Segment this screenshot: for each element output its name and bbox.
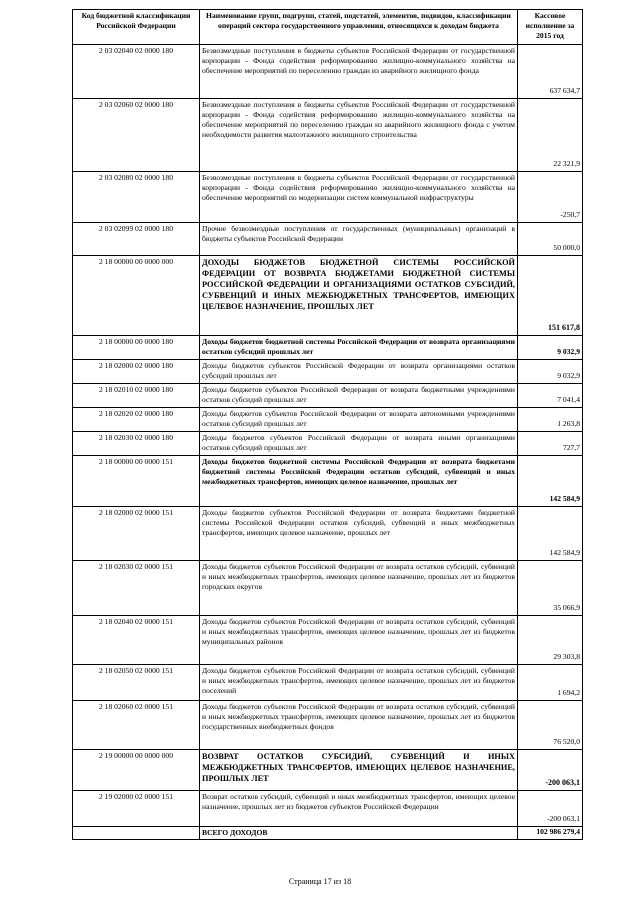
row-code: 2 03 02040 02 0000 180 xyxy=(73,44,200,98)
table-row xyxy=(73,407,583,431)
row-code: 2 03 02060 02 0000 180 xyxy=(73,98,200,171)
table-row xyxy=(73,560,583,615)
row-name: Доходы бюджетов субъектов Российской Федерации от возврата бюджетами бюджетной системы Российской Федерации остатков субсидий, субвенций и иных межбюджетных трансфертов, имеющих целевое назначение, прошлых лет xyxy=(200,506,518,560)
row-amount: 1 263,8 xyxy=(518,407,583,431)
row-code: 2 18 02000 02 0000 180 xyxy=(73,359,200,383)
row-amount: 22 321,9 xyxy=(518,98,583,171)
row-amount: 29 303,8 xyxy=(518,615,583,664)
row-name: Доходы бюджетов субъектов Российской Федерации от возврата остатков субсидий, субвенций и иных межбюджетных трансфертов, имеющих целевое назначение, прошлых лет из бюджетов государственных внебюджетных фондов xyxy=(200,700,518,749)
row-name: Доходы бюджетов субъектов Российской Федерации от возврата организациями остатков субсидий прошлых лет xyxy=(200,359,518,383)
row-code: 2 03 02080 02 0000 180 xyxy=(73,171,200,222)
row-code: 2 18 02000 02 0000 151 xyxy=(73,506,200,560)
header-name: Наименование групп, подгрупп, статей, подстатей, элементов, подвидов, классификации операций сектора государственного управления, относящихся к доходам бюджета xyxy=(200,10,518,45)
row-code: 2 18 00000 00 0000 151 xyxy=(73,455,200,506)
table-row xyxy=(73,700,583,749)
table-header-row xyxy=(73,10,583,45)
row-code: 2 18 02030 02 0000 180 xyxy=(73,431,200,455)
row-amount: 727,7 xyxy=(518,431,583,455)
table-row xyxy=(73,664,583,700)
row-name: Безвозмездные поступления в бюджеты субъектов Российской Федерации от государственной корпорации - Фонда содействия реформированию жилищно-коммунального хозяйства на обеспечение мероприятий по переселению граждан из аварийного жилищного фонда с учетом необходимости развития малоэтажного жилищного строительства xyxy=(200,98,518,171)
table-row xyxy=(73,171,583,222)
row-amount: 7 041,4 xyxy=(518,383,583,407)
row-name: Безвозмездные поступления в бюджеты субъектов Российской Федерации от государственной корпорации - Фонда содействия реформированию жилищно-коммунального хозяйства на обеспечение мероприятий по модернизации систем коммунальной инфраструктуры xyxy=(200,171,518,222)
header-amount: Кассовое исполнение за 2015 год xyxy=(518,10,583,45)
row-name: Доходы бюджетов субъектов Российской Федерации от возврата иными организациями остатков субсидий прошлых лет xyxy=(200,431,518,455)
row-code: 2 18 00000 00 0000 180 xyxy=(73,335,200,359)
row-code: 2 18 02040 02 0000 151 xyxy=(73,615,200,664)
revenue-table xyxy=(72,9,583,840)
table-row xyxy=(73,790,583,826)
row-code: 2 03 02099 02 0000 180 xyxy=(73,222,200,255)
table-row xyxy=(73,506,583,560)
row-amount: 35 066,9 xyxy=(518,560,583,615)
row-name: Доходы бюджетов субъектов Российской Федерации от возврата остатков субсидий, субвенций и иных межбюджетных трансфертов, имеющих целевое назначение, прошлых лет из бюджетов муниципальных районов xyxy=(200,615,518,664)
row-code: 2 18 02060 02 0000 151 xyxy=(73,700,200,749)
row-code: 2 18 00000 00 0000 000 xyxy=(73,255,200,335)
row-name: Доходы бюджетов бюджетной системы Российской Федерации от возврата организациями остатков субсидий прошлых лет xyxy=(200,335,518,359)
row-name: Возврат остатков субсидий, субвенций и иных межбюджетных трансфертов, имеющих целевое назначение, прошлых лет из бюджетов субъектов Российской Федерации xyxy=(200,790,518,826)
row-name: ДОХОДЫ БЮДЖЕТОВ БЮДЖЕТНОЙ СИСТЕМЫ РОССИЙСКОЙ ФЕДЕРАЦИИ ОТ ВОЗВРАТА БЮДЖЕТАМИ БЮДЖЕТНОЙ СИСТЕМЫ РОССИЙСКОЙ ФЕДЕРАЦИИ И ОРГАНИЗАЦИЯМИ ОСТАТКОВ СУБСИДИЙ, СУБВЕНЦИЙ И ИНЫХ МЕЖБЮДЖЕТНЫХ ТРАНСФЕРТОВ, ИМЕЮЩИХ ЦЕЛЕВОЕ НАЗНАЧЕНИЕ, ПРОШЛЫХ ЛЕТ xyxy=(200,255,518,335)
table-row xyxy=(73,749,583,790)
table-row xyxy=(73,98,583,171)
table-row xyxy=(73,335,583,359)
table-row xyxy=(73,255,583,335)
row-amount: 9 032,9 xyxy=(518,359,583,383)
row-amount: 142 584,9 xyxy=(518,506,583,560)
row-name: ВОЗВРАТ ОСТАТКОВ СУБСИДИЙ, СУБВЕНЦИЙ И ИНЫХ МЕЖБЮДЖЕТНЫХ ТРАНСФЕРТОВ, ИМЕЮЩИХ ЦЕЛЕВОЕ НАЗНАЧЕНИЕ, ПРОШЛЫХ ЛЕТ xyxy=(200,749,518,790)
row-name: Прочие безвозмездные поступления от государственных (муниципальных) организаций в бюджеты субъектов Российской Федерации xyxy=(200,222,518,255)
total-label: ВСЕГО ДОХОДОВ xyxy=(200,826,518,839)
table-row xyxy=(73,222,583,255)
row-name: Доходы бюджетов субъектов Российской Федерации от возврата остатков субсидий, субвенций и иных межбюджетных трансфертов, имеющих целевое назначение, прошлых лет из бюджетов городских округов xyxy=(200,560,518,615)
table-row xyxy=(73,455,583,506)
header-code: Код бюджетной классификации Российской Федерации xyxy=(73,10,200,45)
table-row xyxy=(73,615,583,664)
row-amount: -200 063,1 xyxy=(518,790,583,826)
row-amount: 151 617,8 xyxy=(518,255,583,335)
total-amount: 102 986 279,4 xyxy=(518,826,583,839)
row-amount: -250,7 xyxy=(518,171,583,222)
table-row xyxy=(73,383,583,407)
row-code: 2 18 02050 02 0000 151 xyxy=(73,664,200,700)
row-amount: -200 063,1 xyxy=(518,749,583,790)
row-amount: 637 634,7 xyxy=(518,44,583,98)
row-name: Доходы бюджетов субъектов Российской Федерации от возврата автономными учреждениями остатков субсидий прошлых лет xyxy=(200,407,518,431)
row-name: Безвозмездные поступления в бюджеты субъектов Российской Федерации от государственной корпорации - Фонда содействия реформированию жилищно-коммунального хозяйства на обеспечение мероприятий по переселению граждан из аварийного жилищного фонда xyxy=(200,44,518,98)
row-code: 2 18 02030 02 0000 151 xyxy=(73,560,200,615)
row-name: Доходы бюджетов субъектов Российской Федерации от возврата остатков субсидий, субвенций и иных межбюджетных трансфертов, имеющих целевое назначение, прошлых лет из бюджетов поселений xyxy=(200,664,518,700)
row-name: Доходы бюджетов бюджетной системы Российской Федерации от возврата бюджетами бюджетной системы Российской Федерации остатков субсидий, субвенций и иных межбюджетных трансфертов, имеющих целевое назначение, прошлых лет xyxy=(200,455,518,506)
table-row xyxy=(73,431,583,455)
page-number: Страница 17 из 18 xyxy=(288,877,352,886)
row-amount: 50 000,0 xyxy=(518,222,583,255)
row-amount: 1 694,2 xyxy=(518,664,583,700)
table-row xyxy=(73,44,583,98)
table-row xyxy=(73,359,583,383)
row-code: 2 18 02010 02 0000 180 xyxy=(73,383,200,407)
row-amount: 142 584,9 xyxy=(518,455,583,506)
row-code: 2 19 02000 02 0000 151 xyxy=(73,790,200,826)
total-code xyxy=(73,826,200,839)
row-name: Доходы бюджетов субъектов Российской Федерации от возврата бюджетными учреждениями остатков субсидий прошлых лет xyxy=(200,383,518,407)
row-amount: 76 520,0 xyxy=(518,700,583,749)
row-code: 2 19 00000 00 0000 000 xyxy=(73,749,200,790)
row-code: 2 18 02020 02 0000 180 xyxy=(73,407,200,431)
total-row xyxy=(73,826,583,839)
row-amount: 9 032,9 xyxy=(518,335,583,359)
